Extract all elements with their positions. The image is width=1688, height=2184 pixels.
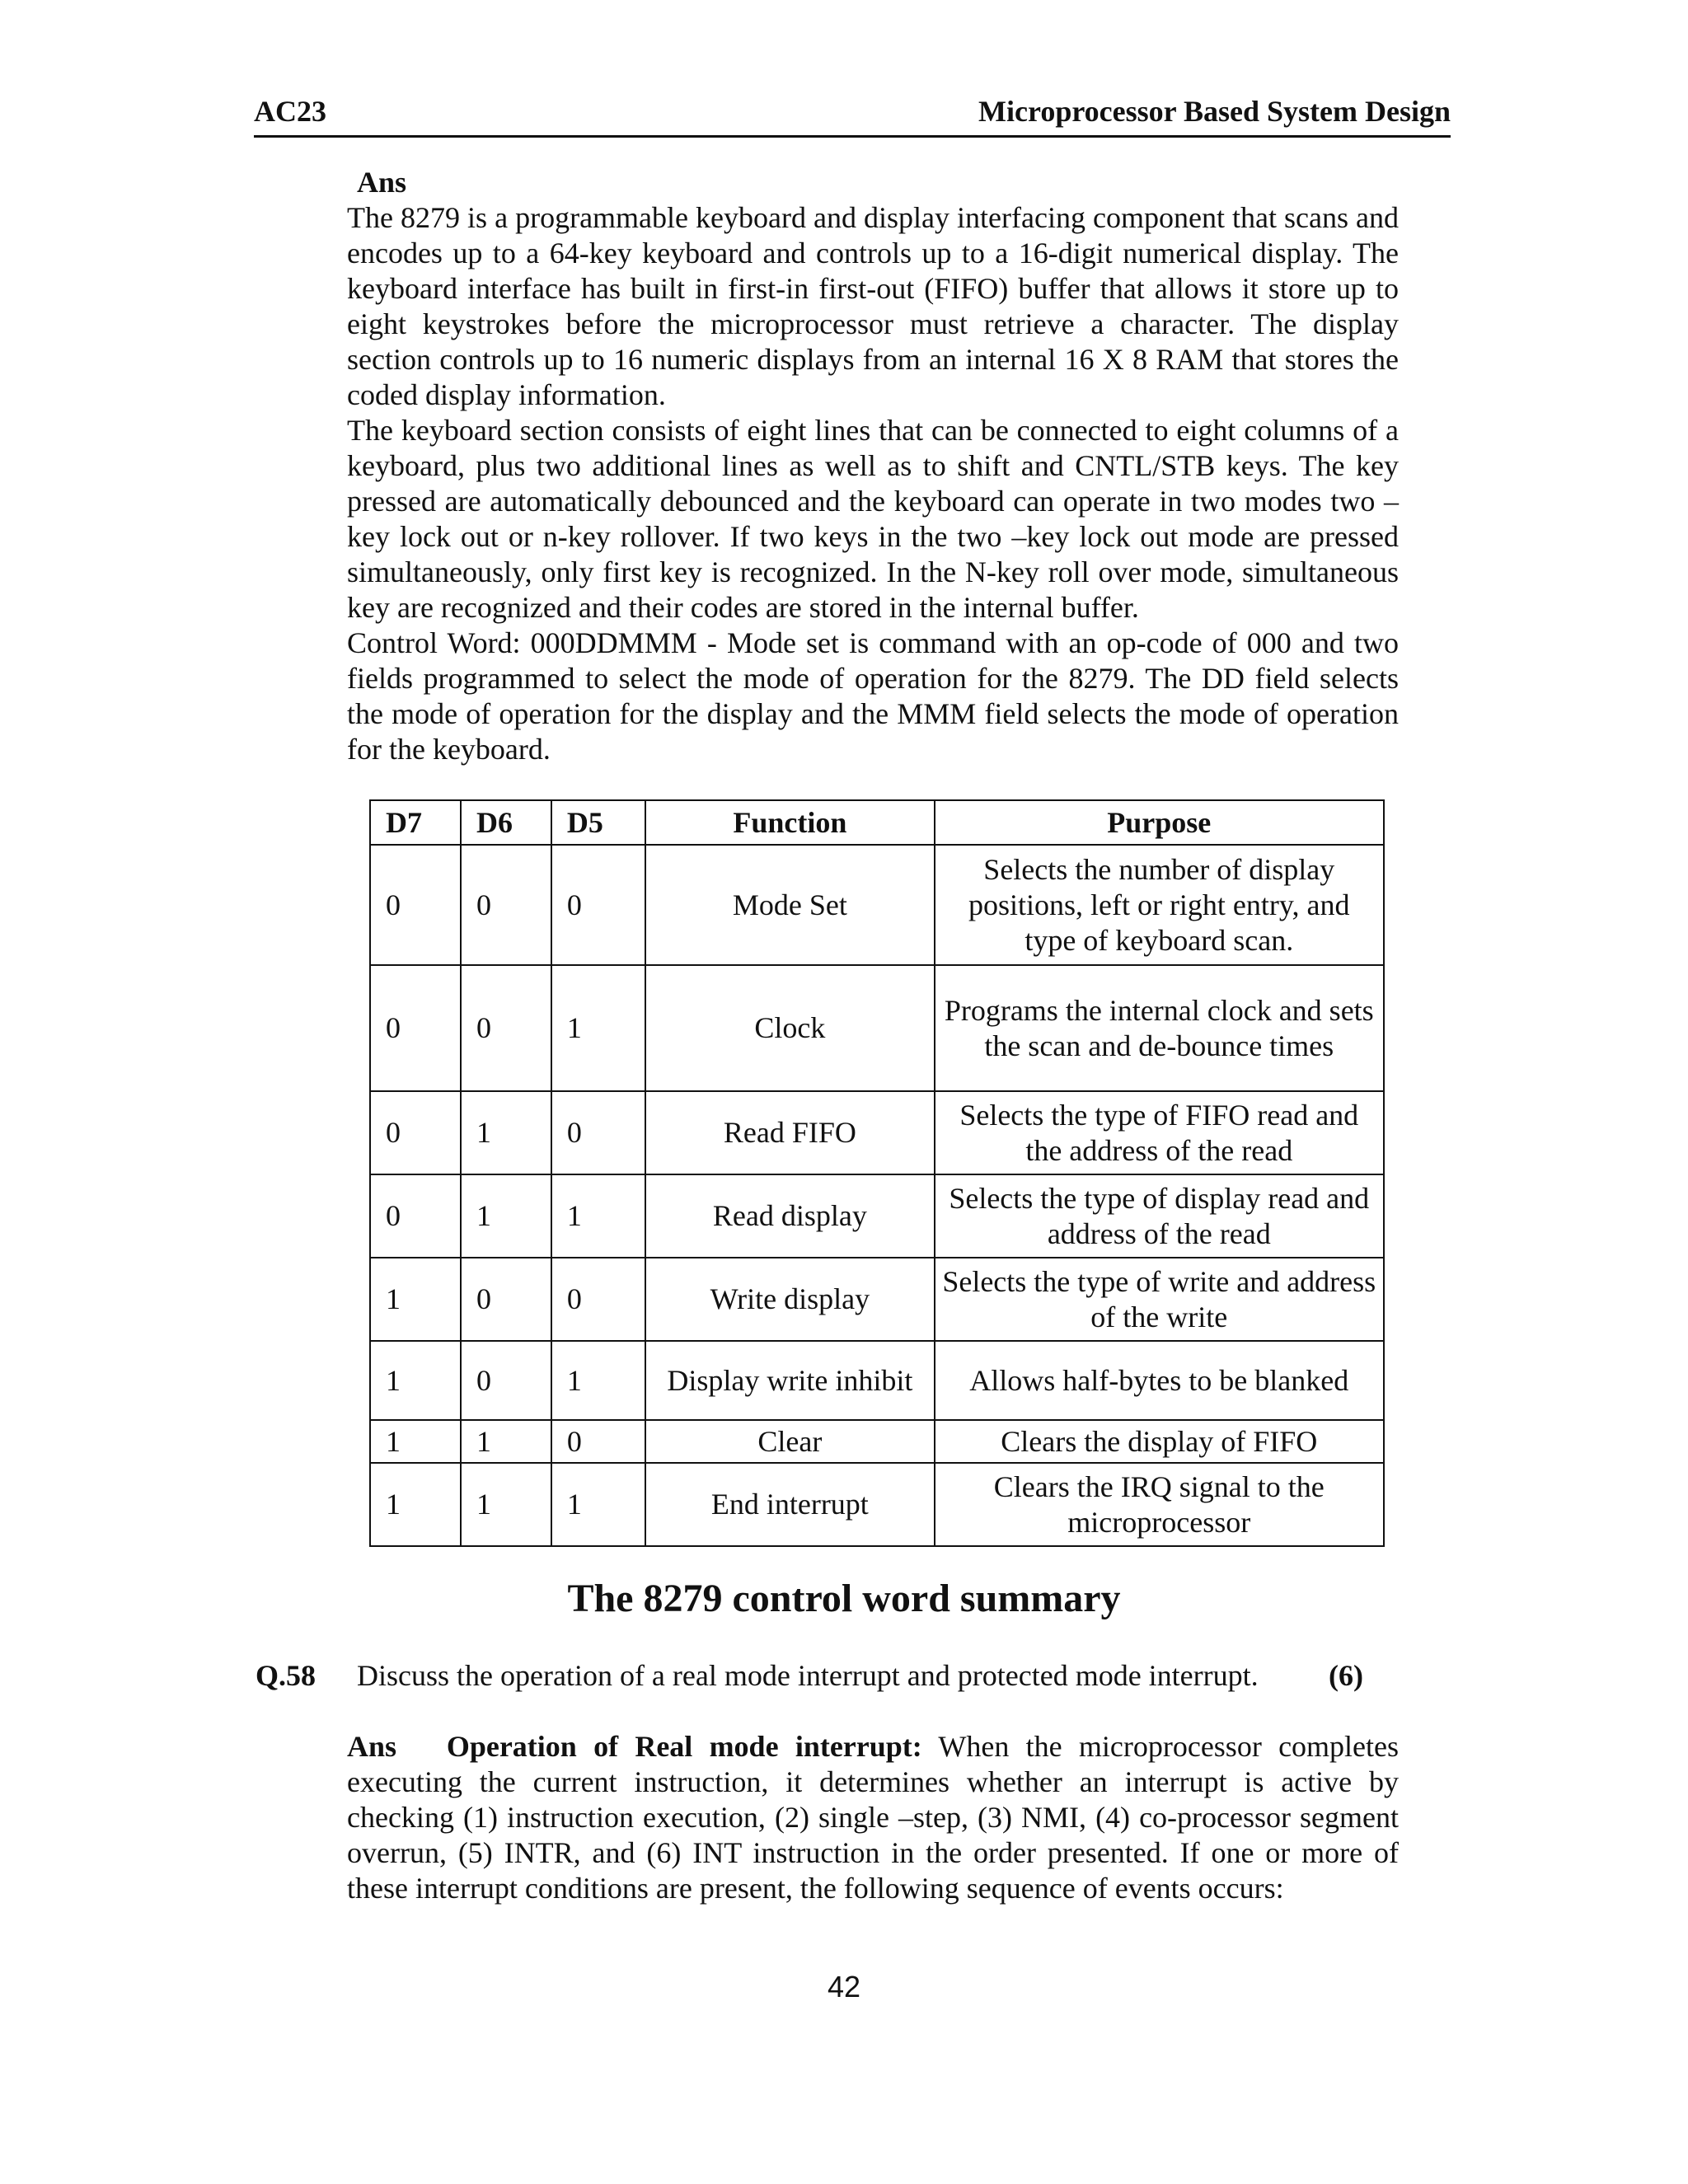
cell-d6: 1 [461, 1420, 551, 1463]
question-text: Discuss the operation of a real mode interrupt and protected mode interrupt. [357, 1659, 1259, 1692]
cell-function: Read display [645, 1174, 934, 1258]
answer-paragraph: The keyboard section consists of eight lines that can be connected to eight columns of a keyboard, plus two additional lines as well as to shift and CNTL/STB keys. The key pressed are automatically debounced and the keyboard can operate in two modes two –key lock out or n-key rollover. If two keys in the two –key lock out mode are pressed simultaneously, only first key is recognized. In the N-key roll over mode, simultaneous key are recognized and their codes are stored in the internal buffer. [347, 414, 1399, 624]
table-caption: The 8279 control word summary [567, 1577, 1121, 1620]
table-row [370, 1420, 1384, 1463]
cell-d7: 1 [370, 1463, 461, 1546]
cell-d6: 0 [461, 1258, 551, 1341]
table-row [370, 1341, 1384, 1420]
page-header [254, 92, 1451, 138]
cell-function: Display write inhibit [645, 1341, 934, 1420]
cell-d6: 1 [461, 1091, 551, 1174]
cell-d7: 0 [370, 1174, 461, 1258]
cell-function: Write display [645, 1258, 934, 1341]
cell-purpose: Selects the type of FIFO read and the address of the read [935, 1091, 1384, 1174]
course-title: Microprocessor Based System Design [978, 95, 1451, 128]
answer2-label: Ans [347, 1730, 397, 1763]
table-row [370, 1463, 1384, 1546]
cell-purpose: Clears the display of FIFO [935, 1420, 1384, 1463]
cell-d5: 0 [551, 1091, 645, 1174]
cell-function: Read FIFO [645, 1091, 934, 1174]
cell-d7: 0 [370, 845, 461, 965]
header-d7: D7 [370, 800, 461, 845]
control-word-table [369, 799, 1385, 1547]
answer2-text: When the microprocessor completes executing the current instruction, it determines whether an interrupt is active by checking (1) instruction execution, (2) single –step, (3) NMI, (4) co-processor segment overrun, (5) INTR, and (6) INT instruction in the order presented. If one or more of these interrupt conditions are present, the following sequence of events occurs: [347, 1730, 1400, 1905]
cell-purpose: Clears the IRQ signal to the microprocessor [935, 1463, 1384, 1546]
cell-d6: 0 [461, 1341, 551, 1420]
table-row [370, 1091, 1384, 1174]
page-number: 42 [827, 1970, 861, 2004]
cell-d6: 1 [461, 1174, 551, 1258]
table-row [370, 1174, 1384, 1258]
answer2-heading: Operation of Real mode interrupt: [446, 1730, 922, 1763]
cell-d5: 1 [551, 965, 645, 1091]
table-row [370, 965, 1384, 1091]
cell-d5: 1 [551, 1174, 645, 1258]
answer-paragraph: Control Word: 000DDMMM - Mode set is command with an op-code of 000 and two fields programmed to select the mode of operation for the 8279. The DD field selects the mode of operation for the display and the MMM field selects the mode of operation for the keyboard. [347, 626, 1399, 766]
header-purpose: Purpose [935, 800, 1384, 845]
cell-function: Mode Set [645, 845, 934, 965]
answer2-body [347, 1729, 1399, 1906]
cell-function: End interrupt [645, 1463, 934, 1546]
header-function: Function [645, 800, 934, 845]
table-header-row [370, 800, 1384, 845]
cell-purpose: Programs the internal clock and sets the scan and de-bounce times [935, 965, 1384, 1091]
cell-d6: 1 [461, 1463, 551, 1546]
cell-purpose: Selects the type of write and address of the write [935, 1258, 1384, 1341]
cell-d7: 1 [370, 1258, 461, 1341]
cell-d7: 0 [370, 1091, 461, 1174]
cell-purpose: Allows half-bytes to be blanked [935, 1341, 1384, 1420]
table-row [370, 845, 1384, 965]
cell-d5: 1 [551, 1463, 645, 1546]
answer-paragraph: The 8279 is a programmable keyboard and display interfacing component that scans and encodes up to a 64-key keyboard and controls up to a 16-digit numerical display. The keyboard interface has built in first-in first-out (FIFO) buffer that allows it store up to eight keystrokes before the microprocessor must retrieve a character. The display section controls up to 16 numeric displays from an internal 16 X 8 RAM that stores the coded display information. [347, 201, 1399, 411]
cell-d7: 1 [370, 1341, 461, 1420]
header-d5: D5 [551, 800, 645, 845]
course-code: AC23 [254, 95, 326, 128]
cell-d5: 0 [551, 1258, 645, 1341]
question-number: Q.58 [256, 1659, 316, 1692]
cell-function: Clear [645, 1420, 934, 1463]
question-marks: (6) [1329, 1659, 1363, 1692]
cell-d7: 0 [370, 965, 461, 1091]
cell-d6: 0 [461, 845, 551, 965]
table-row [370, 1258, 1384, 1341]
cell-d7: 1 [370, 1420, 461, 1463]
answer-label: Ans [357, 166, 407, 199]
cell-d5: 0 [551, 1420, 645, 1463]
cell-purpose: Selects the number of display positions, left or right entry, and type of keyboard scan. [935, 845, 1384, 965]
cell-function: Clock [645, 965, 934, 1091]
cell-purpose: Selects the type of display read and address of the read [935, 1174, 1384, 1258]
answer2-paragraph [347, 1729, 1399, 1906]
answer-body [347, 200, 1399, 767]
cell-d6: 0 [461, 965, 551, 1091]
header-d6: D6 [461, 800, 551, 845]
cell-d5: 1 [551, 1341, 645, 1420]
cell-d5: 0 [551, 845, 645, 965]
